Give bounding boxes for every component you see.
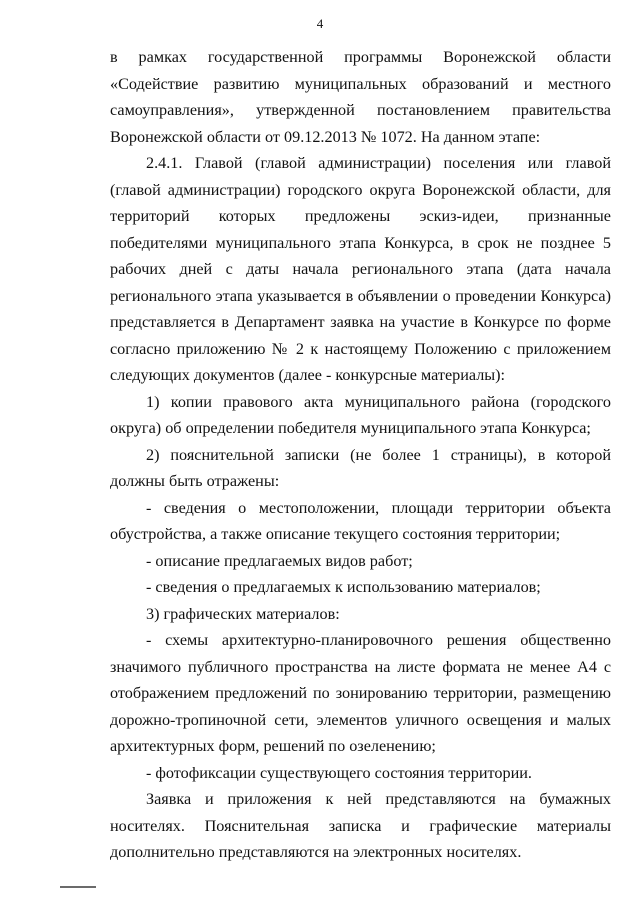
- sub-item-materials: - сведения о предлагаемых к использованию материалов;: [146, 578, 541, 596]
- scan-edge-mark: [60, 886, 96, 888]
- paragraph-program-reference: в рамках государственной программы Воронежской области «Содействие развитию муниципальных образований и местного самоуправления», утвержденной постановлением правительства Воронежской области от 09.12.2013 № 1072. На данном этапе:: [110, 48, 611, 146]
- paragraph-2-4-1: 2.4.1. Главой (главой администрации) поселения или главой (главой администрации) городского округа Воронежской области, для территорий которых предложены эскиз-идеи, признанные победителями муниципального этапа Конкурса, в срок не позднее 5 рабочих дней с даты начала регионального этапа (дата начала регионального этапа указывается в объявлении о проведении Конкурса) представляется в Департамент заявка на участие в Конкурсе по форме согласно приложению № 2 к настоящему Положению с приложением следующих документов (далее - конкурсные материалы):: [110, 154, 611, 384]
- list-item-explanatory-note: 2) пояснительной записки (не более 1 страницы), в которой должны быть отражены:: [110, 445, 611, 490]
- page-number: 4: [316, 16, 324, 31]
- body-text: [110, 44, 611, 866]
- paragraph-submission-media: Заявка и приложения к ней представляются на бумажных носителях. Пояснительная записка и графические материалы дополнительно представляются на электронных носителях.: [110, 790, 611, 861]
- sub-item-work-types: - описание предлагаемых видов работ;: [146, 551, 413, 570]
- sub-item-planning-scheme: - схемы архитектурно-планировочного решения общественно значимого публичного пространства на листе формата не менее А4 с отображением предложений по зонированию территории, размещению дорожно-тропиночной сети, элементов уличного освещения и малых архитектурных форм, решений по озеленению;: [110, 631, 611, 755]
- list-item-legal-act: 1) копии правового акта муниципального района (городского округа) об определении победителя муниципального этапа Конкурса;: [110, 392, 611, 437]
- sub-item-photo-record: - фотофиксации существующего состояния территории.: [146, 763, 532, 782]
- sub-item-location-info: - сведения о местоположении, площади территории объекта обустройства, а также описание текущего состояния территории;: [110, 498, 611, 543]
- list-item-graphic-materials: 3) графических материалов:: [146, 604, 340, 623]
